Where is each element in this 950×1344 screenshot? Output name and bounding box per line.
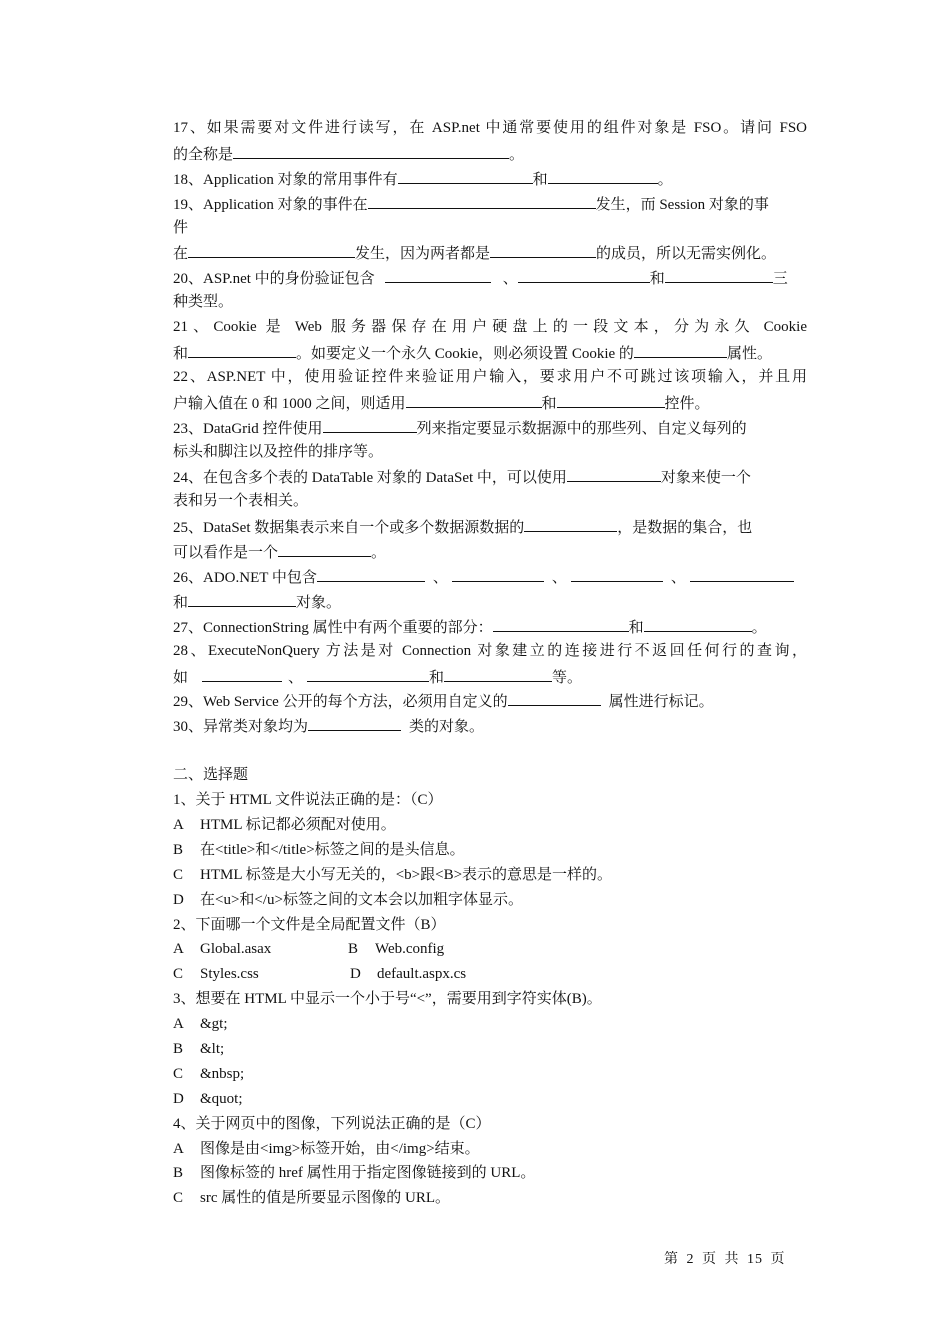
- q23-line2: 标头和脚注以及控件的排序等。: [173, 443, 384, 460]
- q26-line1: 26、ADO.NET 中包含 、 、 、: [173, 564, 807, 589]
- answer-blank[interactable]: [444, 664, 552, 682]
- q24-line2: 表和另一个表相关。: [173, 493, 309, 510]
- mc-q2-stem: 2、下面哪一个文件是全局配置文件（B）: [173, 916, 446, 933]
- answer-blank[interactable]: [634, 340, 727, 358]
- q27: 27、ConnectionString 属性中有两个重要的部分： 和 。: [173, 614, 807, 639]
- q30: 30、异常类对象均为 类的对象。: [173, 713, 807, 738]
- q22-line2: 户输入值在 0 和 1000 之间，则适用 和 控件。: [173, 390, 807, 415]
- mc-q1-option-c[interactable]: C HTML 标签是大小写无关的，<b>跟<B>表示的意思是一样的。: [173, 866, 613, 883]
- q28-line1: 28、ExecuteNonQuery 方法是对 Connection 对象建立的连接进行不返回任何行的查询，: [173, 642, 807, 659]
- answer-blank[interactable]: [406, 390, 542, 408]
- answer-blank[interactable]: [518, 265, 650, 283]
- q25-line1: 25、DataSet 数据集表示来自一个或多个数据源数据的 ，是数据的集合，也: [173, 514, 807, 539]
- mc-q2-option-c[interactable]: C Styles.css: [173, 966, 259, 983]
- answer-blank[interactable]: [385, 265, 491, 283]
- q17-line2: 的全称是 。: [173, 141, 807, 166]
- answer-blank[interactable]: [323, 415, 417, 433]
- answer-blank[interactable]: [690, 564, 794, 582]
- mc-q1-option-d[interactable]: D 在<u>和</u>标签之间的文本会以加粗字体显示。: [173, 891, 524, 908]
- mc-q4-stem: 4、关于网页中的图像，下列说法正确的是（C）: [173, 1115, 491, 1132]
- answer-blank[interactable]: [308, 713, 401, 731]
- mc-q2-options-cd: [173, 962, 807, 987]
- q28-line2: 如 、 和 等。: [173, 664, 807, 689]
- answer-blank[interactable]: [493, 614, 629, 632]
- answer-blank[interactable]: [398, 166, 533, 184]
- q19-line1: 19、Application 对象的事件在 发生，而 Session 对象的事: [173, 191, 807, 216]
- mc-q3-option-c[interactable]: C &nbsp;: [173, 1065, 245, 1082]
- answer-blank[interactable]: [233, 141, 509, 159]
- answer-blank[interactable]: [548, 166, 658, 184]
- page-number-footer: 第 2 页 共 15 页: [664, 1252, 786, 1267]
- answer-blank[interactable]: [508, 688, 601, 706]
- mc-q2-option-d[interactable]: D default.aspx.cs: [350, 966, 467, 983]
- answer-blank[interactable]: [571, 564, 663, 582]
- q24-line1: 24、在包含多个表的 DataTable 对象的 DataSet 中，可以使用 对象来使一个: [173, 464, 807, 489]
- mc-q1-option-b[interactable]: B 在<title>和</title>标签之间的是头信息。: [173, 841, 465, 858]
- answer-blank[interactable]: [317, 564, 425, 582]
- q21-line1: 21、Cookie 是 Web 服务器保存在用户硬盘上的一段文本，分为永久 Cookie: [173, 319, 807, 336]
- section-title: 二、选择题: [173, 767, 249, 784]
- q29: 29、Web Service 公开的每个方法，必须用自定义的 属性进行标记。: [173, 688, 807, 713]
- q20-line1: 20、ASP.net 中的身份验证包含 、 和 三: [173, 265, 807, 290]
- q21-line2: 和 。如要定义一个永久 Cookie，则必须设置 Cookie 的 属性。: [173, 340, 807, 365]
- answer-blank[interactable]: [644, 614, 752, 632]
- mc-q4-option-b[interactable]: B 图像标签的 href 属性用于指定图像链接到的 URL。: [173, 1165, 536, 1182]
- q22-line1: 22、ASP.NET 中，使用验证控件来验证用户输入，要求用户不可跳过该项输入，并且用: [173, 368, 807, 385]
- answer-blank[interactable]: [278, 539, 371, 557]
- answer-blank[interactable]: [557, 390, 665, 408]
- q25-line2: 可以看作是一个 。: [173, 539, 807, 564]
- page-content: [173, 116, 807, 1211]
- mc-q1-stem: 1、关于 HTML 文件说法正确的是：（C）: [173, 792, 443, 809]
- mc-q3-stem: 3、想要在 HTML 中显示一个小于号“<”，需要用到字符实体(B)。: [173, 991, 602, 1008]
- answer-blank[interactable]: [202, 664, 282, 682]
- mc-q3-option-a[interactable]: A &gt;: [173, 1016, 228, 1033]
- q17-line1: 17、如果需要对文件进行读写，在 ASP.net 中通常要使用的组件对象是 FSO。请问 FSO: [173, 120, 807, 136]
- mc-q2-option-a[interactable]: A Global.asax: [173, 941, 272, 958]
- q23-line1: 23、DataGrid 控件使用 列来指定要显示数据源中的那些列、自定义每列的: [173, 415, 807, 440]
- answer-blank[interactable]: [188, 589, 296, 607]
- answer-blank[interactable]: [368, 191, 596, 209]
- mc-q2-options-ab: [173, 937, 807, 962]
- answer-blank[interactable]: [307, 664, 429, 682]
- mc-q3-option-b[interactable]: B &lt;: [173, 1040, 225, 1057]
- answer-blank[interactable]: [665, 265, 773, 283]
- answer-blank[interactable]: [188, 240, 355, 258]
- answer-blank[interactable]: [188, 340, 296, 358]
- q20-line2: 种类型。: [173, 294, 234, 311]
- q19-line3: 在 发生，因为两者都是 的成员，所以无需实例化。: [173, 240, 807, 265]
- q18: 18、Application 对象的常用事件有 和 。: [173, 166, 807, 191]
- q19-line2: 件: [173, 219, 189, 236]
- q26-line2: 和 对象。: [173, 589, 807, 614]
- answer-blank[interactable]: [524, 514, 617, 532]
- mc-q2-option-b[interactable]: B Web.config: [348, 941, 445, 958]
- mc-q4-option-a[interactable]: A 图像是由<img>标签开始，由</img>结束。: [173, 1140, 480, 1157]
- mc-q3-option-d[interactable]: D &quot;: [173, 1090, 243, 1107]
- mc-q1-option-a[interactable]: A HTML 标记都必须配对使用。: [173, 816, 396, 833]
- answer-blank[interactable]: [452, 564, 544, 582]
- answer-blank[interactable]: [567, 464, 661, 482]
- answer-blank[interactable]: [490, 240, 596, 258]
- mc-q4-option-c[interactable]: C src 属性的值是所要显示图像的 URL。: [173, 1190, 450, 1207]
